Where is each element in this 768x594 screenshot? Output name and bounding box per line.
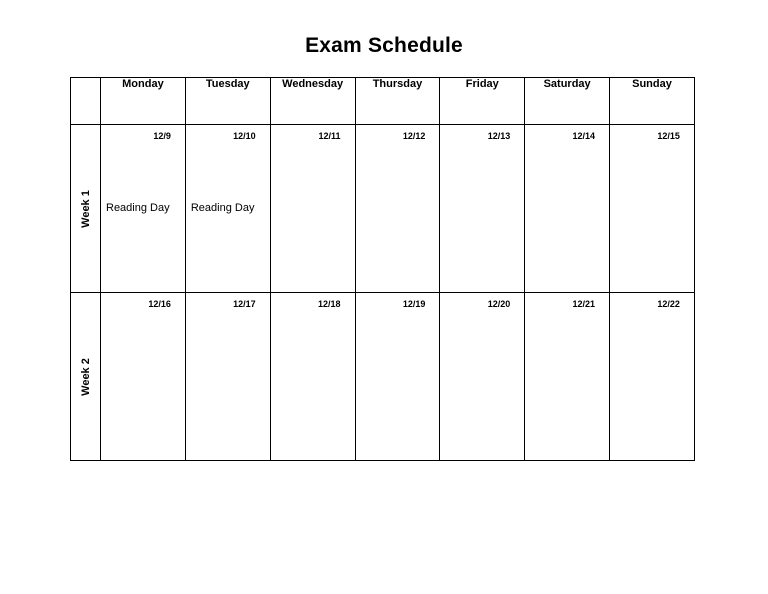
date-label: 12/22 [657,299,680,309]
day-header-monday: Monday [101,78,186,125]
date-label: 12/20 [487,299,511,309]
day-cell [610,293,695,461]
day-cell [185,125,270,293]
day-header-thursday: Thursday [355,78,440,125]
week-label-cell [71,125,101,293]
day-cell [101,293,186,461]
date-label: 12/18 [318,299,341,309]
day-cell [270,293,355,461]
day-header-friday: Friday [440,78,525,125]
day-cell [440,293,525,461]
date-label: 12/16 [148,299,171,309]
day-header-wednesday: Wednesday [270,78,355,125]
week-label-cell [71,293,101,461]
day-cell [101,125,186,293]
day-cell [355,293,440,461]
day-cell [525,125,610,293]
date-label: 12/15 [657,131,680,141]
day-cell [355,125,440,293]
date-label: 12/21 [572,299,596,309]
event-text: Reading Day [190,202,255,214]
event-text: Reading Day [106,202,170,214]
day-cell [440,125,525,293]
page-title: Exam Schedule [305,34,463,57]
date-label: 12/17 [233,299,256,309]
week-row-2 [71,293,695,461]
week-label: Week 2 [79,357,92,396]
week-row-1 [71,125,695,293]
day-header-sunday: Sunday [610,78,695,125]
day-cell [610,125,695,293]
corner-cell [71,78,101,125]
schedule-table [70,77,695,461]
date-label: 12/19 [402,299,426,309]
date-label: 12/13 [487,131,511,141]
day-header-row [71,78,695,125]
day-cell [185,293,270,461]
date-label: 12/11 [318,131,341,141]
date-label: 12/9 [153,131,171,141]
day-cell [525,293,610,461]
date-label: 12/10 [233,131,256,141]
day-header-saturday: Saturday [525,78,610,125]
date-label: 12/14 [572,131,596,141]
week-label: Week 1 [79,189,92,228]
day-header-tuesday: Tuesday [185,78,270,125]
day-cell [270,125,355,293]
date-label: 12/12 [402,131,426,141]
